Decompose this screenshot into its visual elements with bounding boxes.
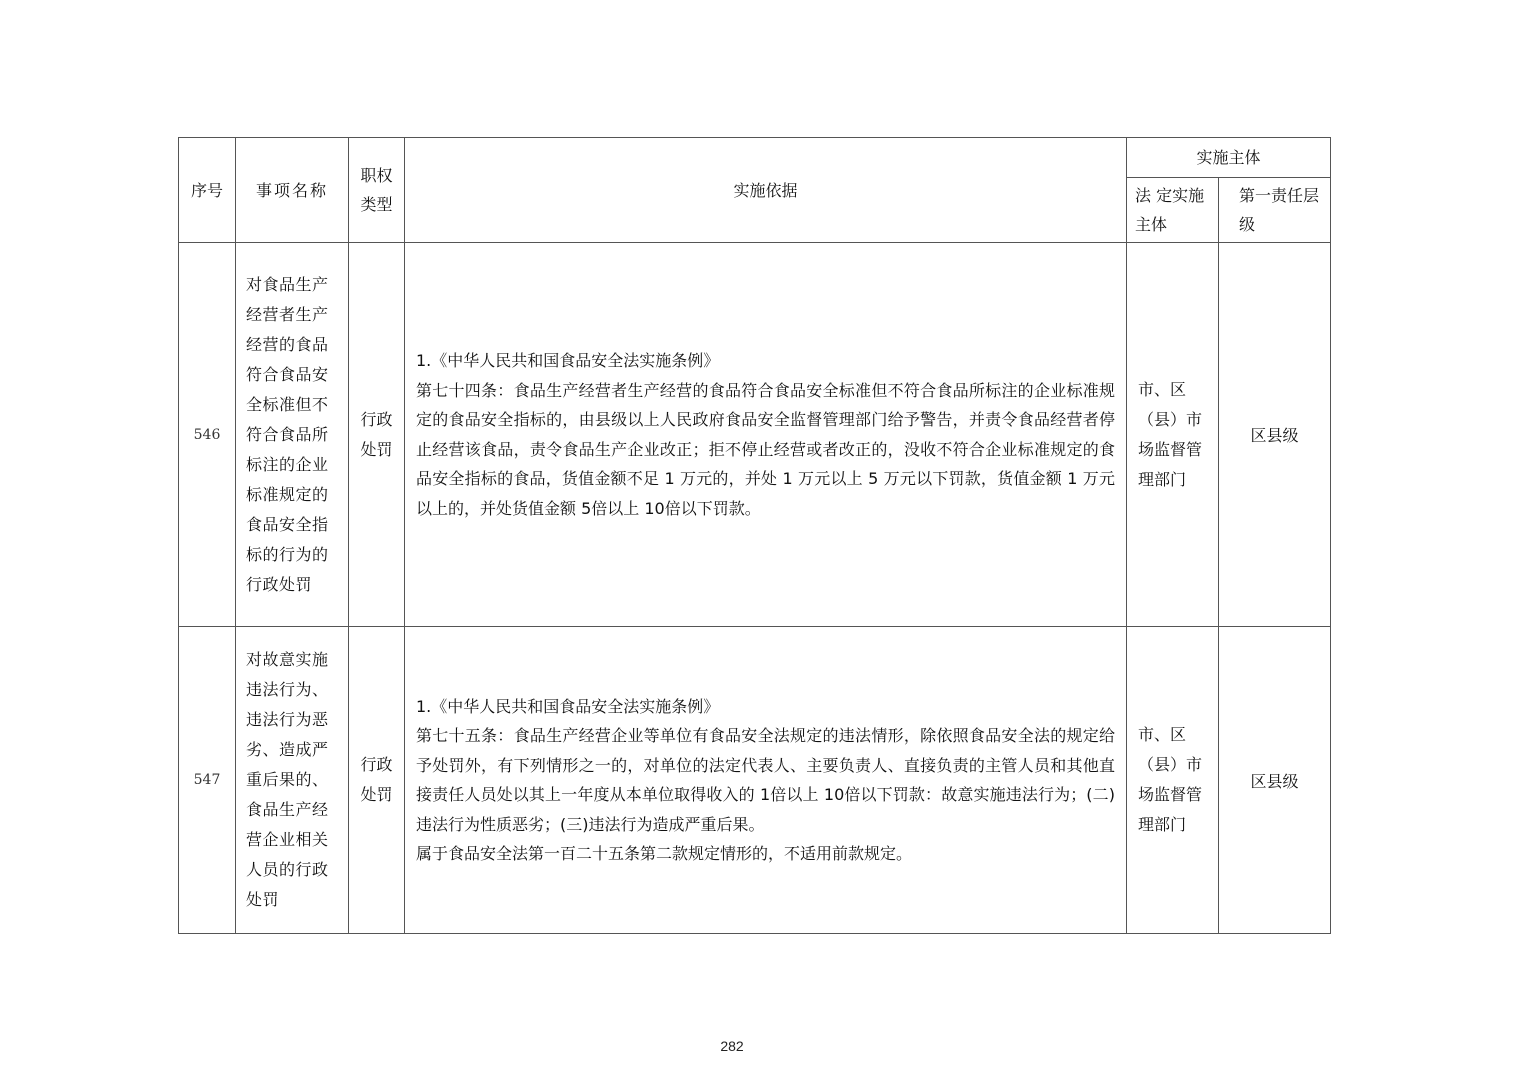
header-item-name: 事项名称 [236, 138, 349, 243]
table-row [179, 627, 1331, 934]
header-legal-body-text: 法 定实施主体 [1135, 186, 1205, 234]
basis-article-exception: 属于食品安全法第一百二十五条第二款规定情形的，不适用前款规定。 [416, 844, 913, 863]
basis-law-title: 1.《中华人民共和国食品安全法实施条例》 [416, 351, 720, 370]
header-first-responsibility-level [1219, 178, 1331, 243]
row-legal-body: 市、区（县）市场监督管理部门 [1127, 243, 1219, 627]
row-seq: 546 [179, 243, 236, 627]
row-basis [405, 243, 1127, 627]
basis-article-text: 第七十四条：食品生产经营者生产经营的食品符合食品安全标准但不符合食品所标注的企业标准规定的食品安全指标的，由县级以上人民政府食品安全监督管理部门给予警告，并责令食品经营者停止经营该食品，责令食品生产企业改正；拒不停止经营或者改正的，没收不符合企业标准规定的食品安全指标的食品，货值金额不足 1 万元的，并处 1 万元以上 5 万元以下罚款，货值金额 1 万元以上的，并处货值金额 5倍以上 10倍以下罚款。 [416, 380, 1115, 518]
header-authority-type: 职权类型 [349, 138, 405, 243]
row-authority-type: 行政处罚 [349, 627, 405, 934]
header-legal-body [1127, 178, 1219, 243]
page-number: 282 [720, 1038, 744, 1054]
enforcement-items-table [178, 137, 1331, 934]
row-level: 区县级 [1219, 243, 1331, 627]
header-basis: 实施依据 [405, 138, 1127, 243]
row-level: 区县级 [1219, 627, 1331, 934]
basis-article-text: 第七十五条：食品生产经营企业等单位有食品安全法规定的违法情形，除依照食品安全法的规定给予处罚外，有下列情形之一的，对单位的法定代表人、主要负责人、直接负责的主管人员和其他直接责任人员处以其上一年度从本单位取得收入的 1倍以上 10倍以下罚款：故意实施违法行为；(二)违法行为性质恶劣；(三)违法行为造成严重后果。 [416, 726, 1115, 834]
row-basis [405, 627, 1127, 934]
enforcement-items-table-wrapper [178, 137, 1330, 934]
row-legal-body: 市、区（县）市场监督管理部门 [1127, 627, 1219, 934]
header-implementing-body: 实施主体 [1127, 138, 1331, 178]
header-row-top [179, 138, 1331, 178]
basis-law-title: 1.《中华人民共和国食品安全法实施条例》 [416, 696, 720, 716]
header-first-responsibility-level-text: 第一责任层级 [1239, 186, 1320, 234]
row-seq: 547 [179, 627, 236, 934]
row-authority-type: 行政处罚 [349, 243, 405, 627]
table-row [179, 243, 1331, 627]
header-seq: 序号 [179, 138, 236, 243]
row-item-name: 对故意实施违法行为、违法行为恶劣、造成严重后果的、食品生产经营企业相关人员的行政处罚 [236, 627, 349, 934]
row-item-name: 对食品生产经营者生产经营的食品符合食品安全标准但不符合食品所标注的企业标准规定的食品安全指标的行为的行政处罚 [236, 243, 349, 627]
